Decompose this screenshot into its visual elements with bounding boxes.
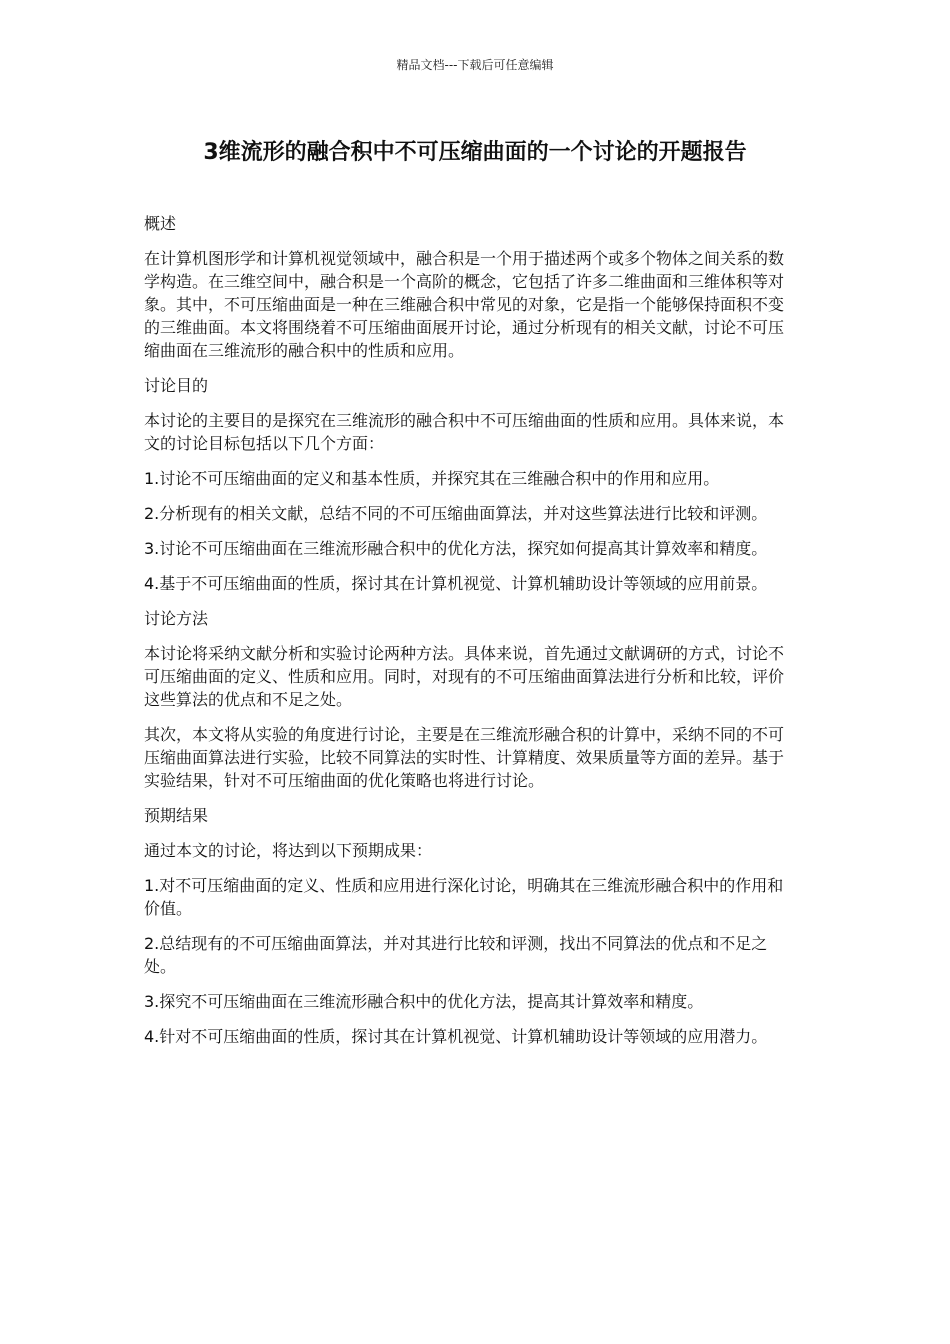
section-heading-method: 讨论方法 bbox=[144, 609, 209, 628]
paragraph-overview: 在计算机图形学和计算机视觉领域中，融合积是一个用于描述两个或多个物体之间关系的数学构造。在三维空间中，融合积是一个高阶的概念，它包括了许多二维曲面和三维体积等对象。其中，不可压缩曲面是一种在三维融合积中常见的对象，它是指一个能够保持面积不变的三维曲面。本文将围绕着不可压缩曲面展开讨论，通过分析现有的相关文献，讨论不可压缩曲面在三维流形的融合积中的性质和应用。 bbox=[144, 249, 785, 360]
paragraph-method-2: 其次，本文将从实验的角度进行讨论，主要是在三维流形融合积的计算中，采纳不同的不可压缩曲面算法进行实验，比较不同算法的实时性、计算精度、效果质量等方面的差异。基于实验结果，针对不可压缩曲面的优化策略也将进行讨论。 bbox=[144, 725, 785, 790]
list-item-result-1: 1.对不可压缩曲面的定义、性质和应用进行深化讨论，明确其在三维流形融合积中的作用和价值。 bbox=[144, 876, 784, 918]
paragraph-results-intro: 通过本文的讨论，将达到以下预期成果： bbox=[144, 841, 433, 860]
document-title: 3维流形的融合积中不可压缩曲面的一个讨论的开题报告 bbox=[203, 140, 747, 165]
list-item-purpose-3: 3.讨论不可压缩曲面在三维流形融合积中的优化方法，探究如何提高其计算效率和精度。 bbox=[144, 539, 768, 558]
paragraph-method-1: 本讨论将采纳文献分析和实验讨论两种方法。具体来说，首先通过文献调研的方式，讨论不可压缩曲面的定义、性质和应用。同时，对现有的不可压缩曲面算法进行分析和比较，评价这些算法的优点和不足之处。 bbox=[144, 644, 785, 709]
list-item-result-3: 3.探究不可压缩曲面在三维流形融合积中的优化方法，提高其计算效率和精度。 bbox=[144, 992, 704, 1011]
paragraph-purpose-intro: 本讨论的主要目的是探究在三维流形的融合积中不可压缩曲面的性质和应用。具体来说，本文的讨论目标包括以下几个方面： bbox=[144, 411, 785, 453]
list-item-result-2: 2.总结现有的不可压缩曲面算法，并对其进行比较和评测，找出不同算法的优点和不足之处。 bbox=[144, 934, 768, 976]
list-item-result-4: 4.针对不可压缩曲面的性质，探讨其在计算机视觉、计算机辅助设计等领域的应用潜力。 bbox=[144, 1027, 768, 1046]
section-heading-expected-results: 预期结果 bbox=[144, 806, 209, 825]
list-item-purpose-1: 1.讨论不可压缩曲面的定义和基本性质，并探究其在三维融合积中的作用和应用。 bbox=[144, 469, 720, 488]
list-item-purpose-4: 4.基于不可压缩曲面的性质，探讨其在计算机视觉、计算机辅助设计等领域的应用前景。 bbox=[144, 574, 768, 593]
list-item-purpose-2: 2.分析现有的相关文献，总结不同的不可压缩曲面算法，并对这些算法进行比较和评测。 bbox=[144, 504, 768, 523]
section-heading-purpose: 讨论目的 bbox=[144, 376, 209, 395]
document-body bbox=[144, 212, 796, 1060]
header-note: 精品文档---下载后可任意编辑 bbox=[396, 58, 554, 72]
section-heading-overview: 概述 bbox=[144, 214, 177, 233]
